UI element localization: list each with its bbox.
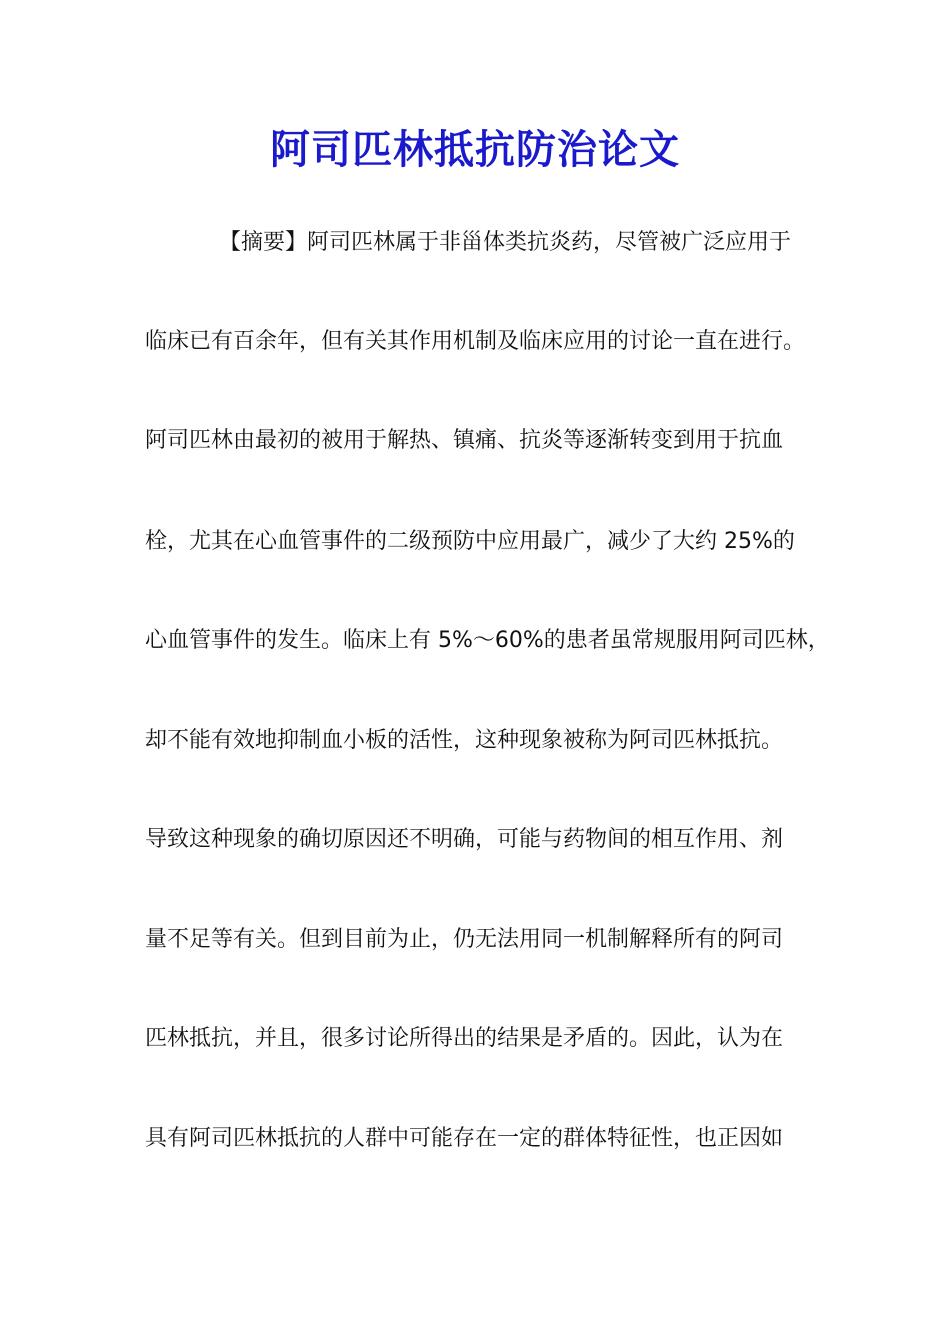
body-line: 阿司匹林由最初的被用于解热、镇痛、抗炎等逐渐转变到用于抗血 (145, 428, 784, 453)
body-line: 量不足等有关。但到目前为止，仍无法用同一机制解释所有的阿司 (145, 927, 784, 952)
body-line: 栓，尤其在心血管事件的二级预防中应用最广，减少了大约 25%的 (145, 529, 795, 554)
body-line: 导致这种现象的确切原因还不明确，可能与药物间的相互作用、剂 (145, 827, 784, 852)
body-line: 心血管事件的发生。临床上有 5%～60%的患者虽常规服用阿司匹林， (145, 628, 830, 653)
body-line: 却不能有效地抑制血小板的活性，这种现象被称为阿司匹林抵抗。 (145, 728, 784, 753)
body-line: 【摘要】阿司匹林属于非甾体类抗炎药，尽管被广泛应用于 (219, 230, 792, 255)
document-title: 阿司匹林抵抗防治论文 (270, 126, 680, 173)
body-line: 临床已有百余年，但有关其作用机制及临床应用的讨论一直在进行。 (145, 329, 806, 354)
body-line: 匹林抵抗，并且，很多讨论所得出的结果是矛盾的。因此，认为在 (145, 1026, 784, 1051)
body-line: 具有阿司匹林抵抗的人群中可能存在一定的群体特征性，也正因如 (145, 1126, 784, 1151)
